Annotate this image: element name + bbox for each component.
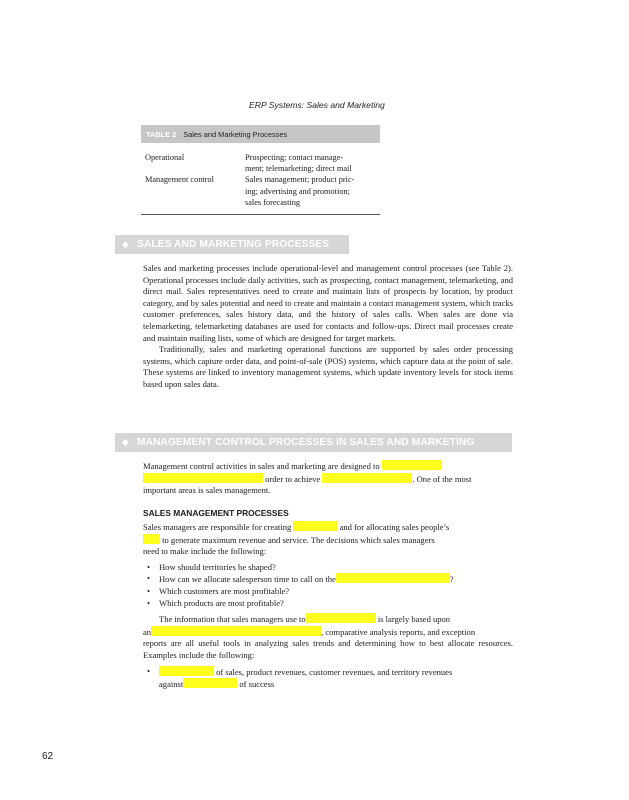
decision-list: [143, 562, 513, 609]
text-line: [143, 626, 513, 639]
diamond-icon: ◆: [122, 239, 130, 249]
highlight-redaction: [306, 613, 376, 623]
highlight-redaction: [322, 473, 412, 483]
sales-marketing-table: [141, 125, 380, 215]
diamond-icon: ◆: [122, 437, 130, 447]
running-head: ERP Systems: Sales and Marketing: [249, 100, 385, 110]
table-cell-processes: [245, 174, 380, 208]
highlight-redaction: [151, 626, 321, 636]
text-line: [143, 613, 513, 626]
section2-body: [143, 521, 513, 691]
text: , comparative analysis reports, and exception: [321, 626, 476, 637]
text-line: [143, 534, 513, 547]
table-caption: [141, 125, 380, 143]
text: of success: [239, 679, 275, 690]
text: an: [143, 626, 152, 637]
table-title: Sales and Marketing Processes: [183, 129, 288, 139]
text: Sales managers are responsible for creating: [143, 522, 292, 532]
text-line: [143, 521, 513, 534]
text: Management control activities in sales and marketing are designed to: [143, 461, 380, 471]
section2-intro: [143, 460, 513, 497]
section1-body: [143, 263, 513, 391]
text-line: reports are all useful tools in analyzing sales trends and determining how to best allocate resources. Examples include the following:: [143, 638, 513, 660]
section-heading-management-control: [115, 433, 512, 452]
text: against: [159, 679, 184, 690]
text: . One of the most: [412, 473, 472, 484]
text-line: need to make include the following:: [143, 546, 267, 557]
paragraph: Traditionally, sales and marketing operational functions are supported by sales order processing systems, which capture order data, and point-of-sale (POS) systems, which capture data at the point of sale. These systems are linked to inventory management systems, which update inventory levels for stock items based upon sales data.: [143, 344, 513, 389]
text: is largely based upon: [377, 614, 451, 625]
paragraph: [143, 613, 513, 661]
list-item: • Which products are most profitable?: [143, 598, 513, 610]
table-cell-category: Operational: [145, 153, 185, 162]
highlight-redaction: [143, 473, 263, 483]
text: The information that sales managers use to: [159, 614, 306, 625]
table-cell-line: ment; telemarketing; direct mail: [245, 164, 352, 174]
table-cell-category: Management control: [145, 175, 214, 185]
table-cell-line: ing; advertising and promotion;: [245, 186, 350, 196]
highlight-redaction: [159, 666, 214, 676]
text-line: [159, 678, 513, 691]
text-line: [159, 666, 513, 679]
text: How can we allocate salesperson time to call on the: [159, 574, 336, 585]
table-cell-processes: [245, 152, 380, 174]
table-cell-line: Prospecting; contact manage-: [245, 153, 344, 162]
list-item: • Which customers are most profitable?: [143, 586, 513, 598]
highlight-redaction: [143, 534, 160, 544]
text: to generate maximum revenue and service. The decisions which sales managers: [162, 534, 435, 545]
table-row: [141, 152, 380, 174]
section-heading-sales-marketing: [115, 235, 349, 254]
table-cell-line: sales forecasting: [245, 197, 301, 207]
table-body: [141, 152, 380, 208]
highlight-redaction: [183, 678, 237, 688]
paragraph: Sales and marketing processes include operational-level and management control processes (see Table 2). Operational processes include daily activities, such as prospecting, contact management, telemarketing, and direct mail. Sales representatives need to create and maintain lists of prospects by location, by product category, and by sales potential and need to create and maintain a contact management system, which tracks customer preferences, sales history data, and the history of sales calls. When sales are done via telemarketing, telemarketing databases are used for contacts and follow-ups. Direct mail processes create and maintain mailing lists, some of which are designed for target markets.: [143, 263, 513, 343]
highlight-redaction: [382, 460, 442, 470]
subheading-sales-management: SALES MANAGEMENT PROCESSES: [143, 508, 289, 518]
example-list: [143, 666, 513, 691]
text: order to achieve: [265, 473, 321, 484]
list-item: [143, 573, 513, 586]
text: ?: [449, 574, 454, 585]
table-cell-line: Sales management; product pric-: [245, 175, 355, 185]
text-line: [143, 460, 513, 473]
table-row: [141, 174, 380, 208]
highlight-redaction: [336, 573, 450, 583]
section-heading-text: SALES AND MARKETING PROCESSES: [137, 239, 330, 250]
section-heading-text: MANAGEMENT CONTROL PROCESSES IN SALES AND MARKETING: [137, 437, 475, 448]
text: and for allocating sales people’s: [339, 522, 450, 532]
text-line: important areas is sales management.: [143, 485, 271, 496]
list-item: [143, 666, 513, 691]
text-line: [143, 473, 513, 486]
list-item: • How should territories be shaped?: [143, 562, 513, 574]
highlight-redaction: [293, 521, 337, 531]
page-number: 62: [42, 751, 54, 762]
table-label: TABLE 2: [146, 129, 177, 139]
text: of sales, product revenues, customer revenues, and territory revenues: [216, 666, 453, 677]
table-rule: [141, 214, 380, 215]
